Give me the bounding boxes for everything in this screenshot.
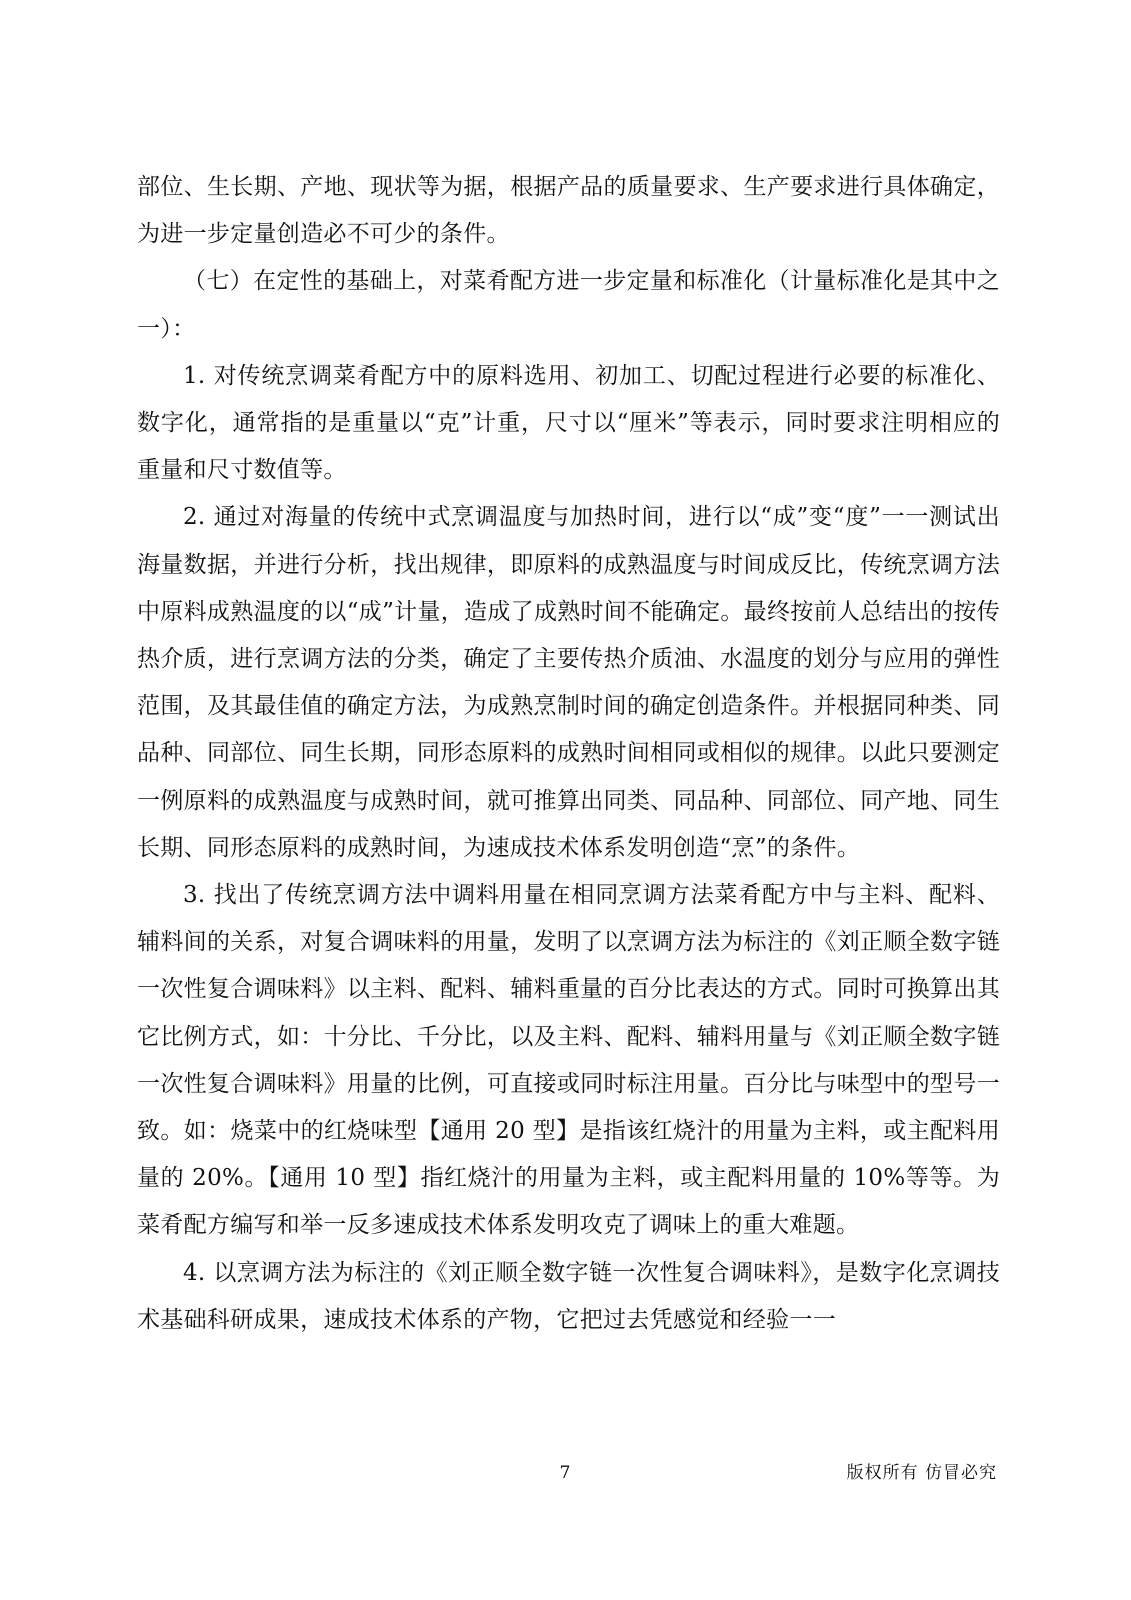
page-number: 7 <box>559 1463 571 1483</box>
paragraph-item-4: 4. 以烹调方法为标注的《刘正顺全数字链一次性复合调味料》，是数字化烹调技术基础科研成果，速成技术体系的产物，它把过去凭感觉和经验一一 <box>137 1259 1000 1333</box>
body-text <box>137 164 1000 1344</box>
paragraph-item-2: 2. 通过对海量的传统中式烹调温度与加热时间，进行以“成”变“度”一一测试出海量数据，并进行分析，找出规律，即原料的成熟温度与时间成反比，传统烹调方法中原料成熟温度的以“成”计量，造成了成熟时间不能确定。最终按前人总结出的按传热介质，进行烹调方法的分类，确定了主要传热介质油、水温度的划分与应用的弹性范围，及其最佳值的确定方法，为成熟烹制时间的确定创造条件。并根据同种类、同品种、同部位、同生长期，同形态原料的成熟时间相同或相似的规律。以此只要测定一例原料的成熟温度与成熟时间，就可推算出同类、同品种、同部位、同产地、同生长期、同形态原料的成熟时间，为速成技术体系发明创造“烹”的条件。 <box>137 504 1000 861</box>
paragraph-section-7: （七）在定性的基础上，对菜肴配方进一步定量和标准化（计量标准化是其中之一）： <box>137 268 1000 342</box>
paragraph-item-1: 1. 对传统烹调菜肴配方中的原料选用、初加工、切配过程进行必要的标准化、数字化，通常指的是重量以“克”计重，尺寸以“厘米”等表示，同时要求注明相应的重量和尺寸数值等。 <box>137 362 1000 484</box>
copyright-notice: 版权所有 仿冒必究 <box>846 1463 997 1483</box>
paragraph-item-3: 3. 找出了传统烹调方法中调料用量在相同烹调方法菜肴配方中与主料、配料、辅料间的关系，对复合调味料的用量，发明了以烹调方法为标注的《刘正顺全数字链一次性复合调味料》以主料、配料、辅料重量的百分比表达的方式。同时可换算出其它比例方式，如：十分比、千分比，以及主料、配料、辅料用量与《刘正顺全数字链一次性复合调味料》用量的比例，可直接或同时标注用量。百分比与味型中的型号一致。如：烧菜中的红烧味型【通用 20 型】是指该红烧汁的用量为主料，或主配料用量的 20%。【通用 10 型】指红烧汁的用量为主料，或主配料用量的 10%等等。为菜肴配方编写和举一反多速成技术体系发明攻克了调味上的重大难题。 <box>137 882 1000 1239</box>
paragraph-continuation: 部位、生长期、产地、现状等为据，根据产品的质量要求、生产要求进行具体确定，为进一步定量创造必不可少的条件。 <box>137 174 1000 248</box>
